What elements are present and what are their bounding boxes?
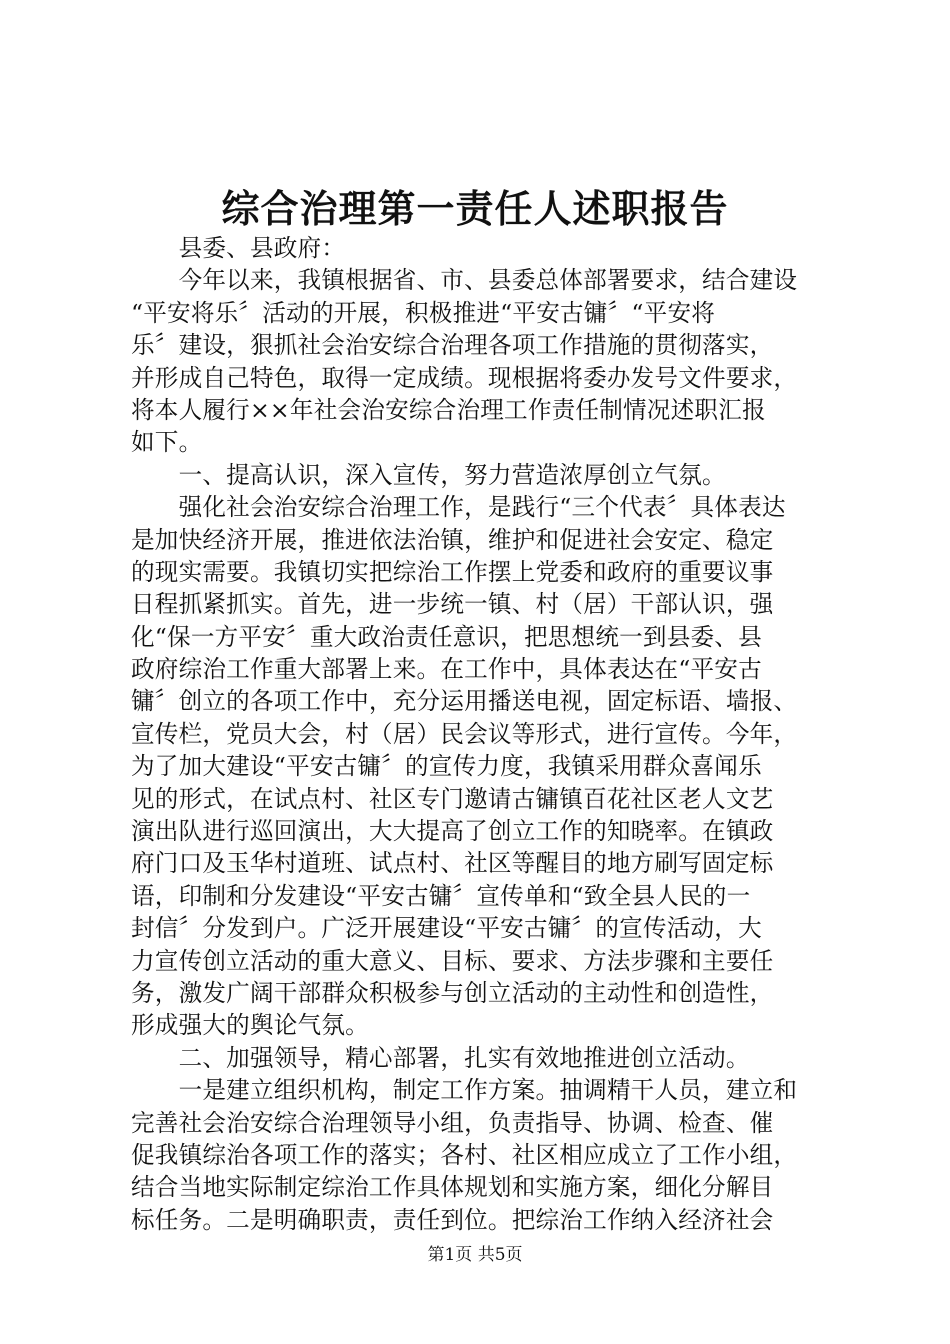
body-line: 见的形式，在试点村、社区专门邀请古镛镇百花社区老人文艺 <box>131 784 774 813</box>
body-line: 语，印制和分发建设“平安古镛〞宣传单和“致全县人民的一 <box>131 881 751 910</box>
body-line: 乐〞建设，狠抓社会治安综合治理各项工作措施的贯彻落实， <box>131 331 774 360</box>
body-line: 为了加大建设“平安古镛〞的宣传力度，我镇采用群众喜闻乐 <box>131 752 762 781</box>
body-line: 务，激发广阔干部群众积极参与创立活动的主动性和创造性， <box>131 978 774 1007</box>
body-line: 促我镇综治各项工作的落实；各村、社区相应成立了工作小组， <box>131 1140 798 1169</box>
page-number-footer: 第1页 共5页 <box>427 1245 523 1265</box>
body-line: 强化社会治安综合治理工作，是践行“三个代表〞具体表达 <box>131 493 786 522</box>
body-line: 日程抓紧抓实。首先，进一步统一镇、村（居）干部认识，强 <box>131 590 774 619</box>
body-line: 化“保一方平安〞重大政治责任意识，把思想统一到县委、县 <box>131 622 762 651</box>
body-line: 结合当地实际制定综治工作具体规划和实施方案，细化分解目 <box>131 1173 774 1202</box>
body-line: “平安将乐〞活动的开展，积极推进“平安古镛〞“平安将 <box>131 298 716 327</box>
body-line: 的现实需要。我镇切实把综治工作摆上党委和政府的重要议事 <box>131 557 774 586</box>
body-line: 镛〞创立的各项工作中，充分运用播送电视，固定标语、墙报、 <box>131 687 798 716</box>
body-line: 宣传栏，党员大会，村（居）民会议等形式，进行宣传。今年， <box>131 719 798 748</box>
body-line: 演出队进行巡回演出，大大提高了创立工作的知晓率。在镇政 <box>131 817 774 846</box>
body-line: 二、加强领导，精心部署，扎实有效地推进创立活动。 <box>131 1043 750 1072</box>
body-line: 是加快经济开展，推进依法治镇，维护和促进社会安定、稳定 <box>131 525 774 554</box>
body-line: 封信〞分发到户。广泛开展建设“平安古镛〞的宣传活动，大 <box>131 914 762 943</box>
body-line: 并形成自己特色，取得一定成绩。现根据将委办发号文件要求， <box>131 363 798 392</box>
body-line: 政府综治工作重大部署上来。在工作中，具体表达在“平安古 <box>131 655 762 684</box>
body-line: 县委、县政府： <box>131 234 346 262</box>
body-line: 形成强大的舆论气氛。 <box>131 1011 369 1040</box>
document-body <box>131 232 839 1236</box>
body-line: 一是建立组织机构，制定工作方案。抽调精干人员，建立和 <box>131 1076 798 1105</box>
document-title: 综合治理第一责任人述职报告 <box>221 186 729 231</box>
body-line: 标任务。二是明确职责，责任到位。把综治工作纳入经济社会 <box>131 1205 774 1234</box>
body-line: 府门口及玉华村道班、试点村、社区等醒目的地方刷写固定标 <box>131 849 774 878</box>
body-line: 完善社会治安综合治理领导小组，负责指导、协调、检查、催 <box>131 1108 774 1137</box>
body-line: 将本人履行××年社会治安综合治理工作责任制情况述职汇报 <box>131 395 766 424</box>
body-line: 如下。 <box>131 428 203 457</box>
body-line: 今年以来，我镇根据省、市、县委总体部署要求，结合建设 <box>131 266 798 295</box>
body-line: 一、提高认识，深入宣传，努力营造浓厚创立气氛。 <box>131 460 726 489</box>
body-line: 力宣传创立活动的重大意义、目标、要求、方法步骤和主要任 <box>131 946 774 975</box>
